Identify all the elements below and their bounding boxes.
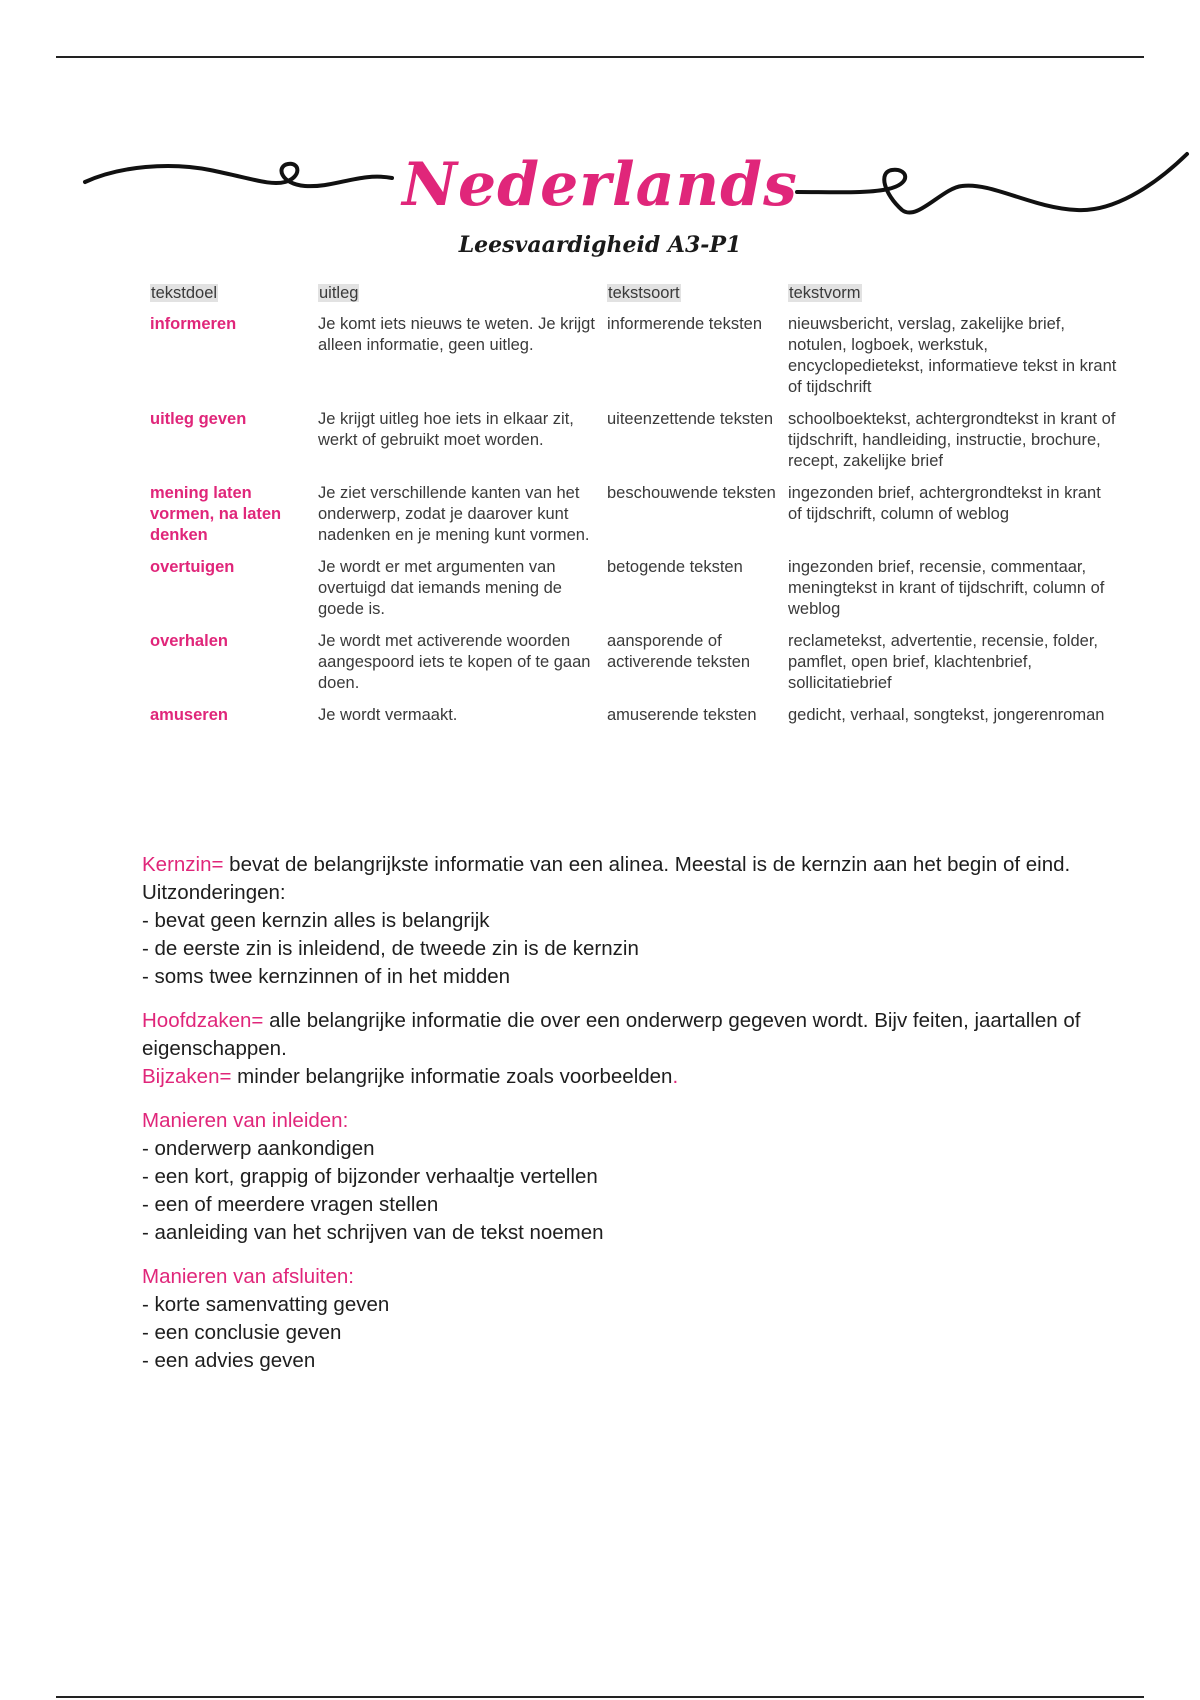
row-type: betogende teksten	[607, 558, 743, 576]
list-item: - bevat geen kernzin alles is belangrijk	[142, 907, 1102, 935]
list-item: - korte samenvatting geven	[142, 1291, 1102, 1319]
afsluiten-list	[142, 1291, 1102, 1375]
list-item: - een kort, grappig of bijzonder verhaaltje vertellen	[142, 1163, 1102, 1191]
bijzaken-end: .	[672, 1065, 679, 1088]
header-tekstdoel: tekstdoel	[151, 284, 218, 302]
row-goal: amuseren	[150, 706, 228, 724]
bijzaken-paragraph	[142, 1063, 1102, 1091]
row-type: amuserende teksten	[607, 706, 757, 724]
kernzin-term: Kernzin=	[142, 853, 224, 876]
top-rule	[56, 56, 1144, 58]
row-form: gedicht, verhaal, songtekst, jongerenroman	[788, 706, 1105, 724]
list-item: - een advies geven	[142, 1347, 1102, 1375]
row-form: ingezonden brief, recensie, commentaar, meningtekst in krant of tijdschrift, column of weblog	[788, 558, 1105, 618]
bijzaken-term: Bijzaken=	[142, 1065, 232, 1088]
page-title: Nederlands	[402, 150, 798, 220]
row-goal: uitleg geven	[150, 410, 247, 428]
row-explanation: Je wordt vermaakt.	[318, 706, 458, 724]
kernzin-text: bevat de belangrijkste informatie van een alinea. Meestal is de kernzin aan het begin of eind. Uitzonderingen:	[142, 853, 1071, 904]
row-form: ingezonden brief, achtergrondtekst in krant of tijdschrift, column of weblog	[788, 484, 1101, 523]
header-uitleg: uitleg	[319, 284, 359, 302]
hoofdzaken-paragraph	[142, 1007, 1102, 1063]
table-row	[150, 705, 1128, 737]
list-item: - een of meerdere vragen stellen	[142, 1191, 1102, 1219]
row-type: aansporende of activerende teksten	[607, 632, 751, 671]
list-item: - soms twee kernzinnen of in het midden	[142, 963, 1102, 991]
bottom-rule	[56, 1696, 1144, 1698]
bijzaken-text: minder belangrijke informatie zoals voorbeelden	[231, 1065, 673, 1088]
header-tekstvorm: tekstvorm	[789, 284, 861, 302]
row-form: schoolboektekst, achtergrondtekst in krant of tijdschrift, handleiding, instructie, brochure, recept, zakelijke brief	[788, 410, 1116, 470]
kernzin-exceptions-list	[142, 907, 1102, 991]
row-goal: mening laten vormen, na laten denken	[150, 484, 282, 544]
table-row	[150, 409, 1128, 483]
row-goal: overtuigen	[150, 558, 235, 576]
page-subtitle: Leesvaardigheid A3-P1	[458, 232, 742, 258]
header-tekstsoort: tekstsoort	[608, 284, 680, 302]
row-type: uiteenzettende teksten	[607, 410, 774, 428]
kernzin-paragraph	[142, 851, 1102, 907]
list-item: - aanleiding van het schrijven van de tekst noemen	[142, 1219, 1102, 1247]
afsluiten-heading: Manieren van afsluiten:	[142, 1265, 354, 1288]
notes-section	[142, 851, 1102, 1391]
row-explanation: Je wordt met activerende woorden aangespoord iets te kopen of te gaan doen.	[318, 632, 591, 692]
table-row	[150, 631, 1128, 705]
row-type: informerende teksten	[607, 315, 763, 333]
row-explanation: Je ziet verschillende kanten van het onderwerp, zodat je daarover kunt nadenken en je mening kunt vormen.	[318, 484, 590, 544]
table-header-row	[150, 283, 1128, 314]
list-item: - onderwerp aankondigen	[142, 1135, 1102, 1163]
row-explanation: Je wordt er met argumenten van overtuigd dat iemands mening de goede is.	[318, 558, 562, 618]
row-explanation: Je krijgt uitleg hoe iets in elkaar zit, werkt of gebruikt moet worden.	[318, 410, 574, 449]
list-item: - een conclusie geven	[142, 1319, 1102, 1347]
inleiden-heading: Manieren van inleiden:	[142, 1109, 349, 1132]
row-form: nieuwsbericht, verslag, zakelijke brief, notulen, logboek, werkstuk, encyclopedietekst, informatieve tekst in krant of tijdschrift	[788, 315, 1117, 396]
table-row	[150, 314, 1128, 409]
text-purposes-table	[150, 283, 1128, 737]
table-row	[150, 483, 1128, 557]
row-goal: informeren	[150, 315, 237, 333]
row-type: beschouwende teksten	[607, 484, 776, 502]
table-row	[150, 557, 1128, 631]
row-goal: overhalen	[150, 632, 228, 650]
hoofdzaken-term: Hoofdzaken=	[142, 1009, 264, 1032]
row-explanation: Je komt iets nieuws te weten. Je krijgt alleen informatie, geen uitleg.	[318, 315, 595, 354]
inleiden-list	[142, 1135, 1102, 1247]
hoofdzaken-text: alle belangrijke informatie die over een onderwerp gegeven wordt. Bijv feiten, jaartallen of eigenschappen.	[142, 1009, 1081, 1060]
row-form: reclametekst, advertentie, recensie, folder, pamflet, open brief, klachtenbrief, sollicitatiebrief	[788, 632, 1098, 692]
list-item: - de eerste zin is inleidend, de tweede zin is de kernzin	[142, 935, 1102, 963]
